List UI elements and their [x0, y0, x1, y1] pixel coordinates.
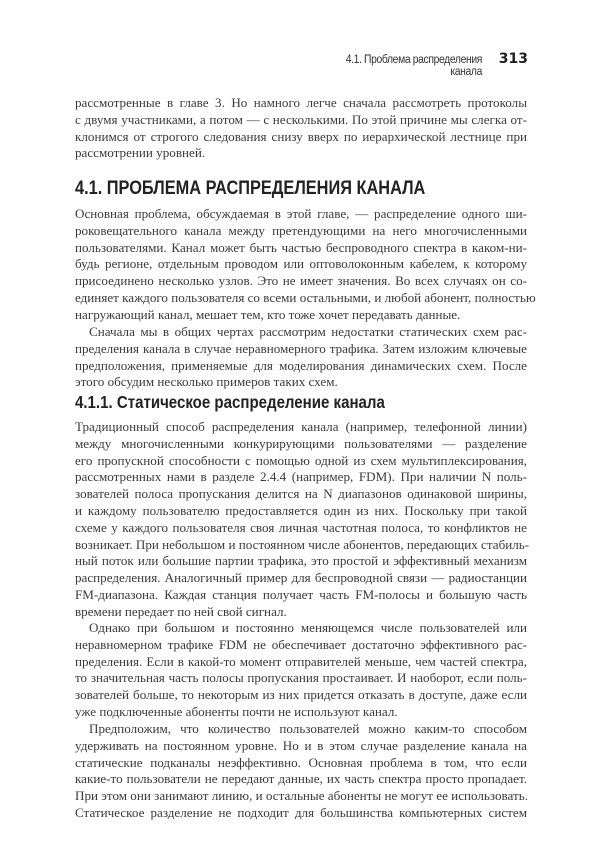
text-line: какие-то пользователи не передают данные, их часть спектра просто пропадает.	[75, 771, 527, 787]
text-line: удерживать на постоянном уровне. Но и в этом случае разделение канала на	[75, 737, 527, 753]
text-line: пользователями. Канал может быть частью беспроводного спектра в каком-ни-	[75, 239, 527, 255]
text-line: Статическое разделение не подходит для большинства компьютерных систем	[75, 804, 527, 820]
text-line: уже подключенные абоненты почти не используют канал.	[75, 703, 398, 719]
page-number: 313	[498, 51, 528, 67]
text-line: то значительная часть полосы пропускания простаивает. И наоборот, если поль-	[75, 670, 527, 686]
text-line: предположения, применяемые для моделирования динамических схем. После	[75, 357, 527, 373]
text-line: единяет каждого пользователя со всеми остальными, и любой абонент, полностью	[75, 289, 536, 305]
text-line: времени передает по ней свой сигнал.	[75, 603, 287, 619]
subsection-heading: 4.1.1. Статическое распределение канала	[75, 392, 385, 412]
text-line: между многочисленными конкурирующими пользователями — разделение	[75, 435, 527, 451]
text-line: Традиционный способ распределения канала (например, телефонной линии)	[75, 419, 527, 434]
text-line: и каждому пользователю предоставляется один из них. Поскольку при такой	[75, 502, 527, 518]
text-line: будь регионе, отдельным проводом или оптоволоконным кабелем, к которому	[75, 256, 527, 272]
paragraph	[75, 419, 530, 621]
text-line: пределения канала в случае неравномерного трафика. Затем изложим ключевые	[75, 340, 527, 356]
text-line: возникает. При небольшом и постоянном числе абонентов, передающих стабиль-	[75, 536, 530, 552]
paragraph	[75, 620, 527, 721]
text-line: пределения. Если в какой-то момент отправителей меньше, чем частей спектра,	[75, 653, 527, 669]
paragraph	[75, 721, 527, 822]
text-line: рассмотренные в главе 3. Но намного легче сначала рассмотреть протоколы	[75, 95, 527, 110]
text-line: нагружающий канал, мешает тем, кто тоже хочет передавать данные.	[75, 306, 461, 322]
running-title: 4.1. Проблема распределения канала	[345, 54, 482, 78]
text-line: распределения. Аналогичный пример для беспроводной связи — радиостанции	[75, 570, 527, 586]
text-line: клонимся от строгого следования снизу вверх по иерархической лестнице при	[75, 128, 527, 144]
text-line: Сначала мы в общих чертах рассмотрим недостатки статических схем рас-	[89, 324, 527, 339]
text-line: FM-диапазона. Каждая станция получает часть FM-полосы и большую часть	[75, 586, 527, 602]
text-line: роковещательного канала между претендующими на него многочисленными	[75, 222, 527, 238]
text-line: рассмотренных нами в разделе 2.4.4 (например, FDM). При наличии N поль-	[75, 469, 527, 485]
text-line: схеме у каждого пользователя своя личная частотная полоса, то конфликтов не	[75, 519, 527, 535]
text-line: неравномерном трафике FDM не обеспечивает достаточно эффективного рас-	[75, 636, 527, 652]
text-line: При этом они занимают линию, и остальные абоненты не могут ее использовать.	[75, 788, 528, 804]
text-line: Однако при большом и постоянно меняющемся числе пользователей или	[89, 620, 527, 635]
text-line: зователей больше, то некоторым из них придется отказать в доступе, даже если	[75, 687, 527, 703]
text-line: Основная проблема, обсуждаемая в этой главе, — распределение одного ши-	[75, 206, 527, 221]
paragraph	[75, 206, 536, 324]
text-line: ный поток или большие партии трафика, это простой и эффективный механизм	[75, 553, 527, 569]
paragraph	[75, 95, 527, 162]
paragraph	[75, 324, 527, 391]
section-heading: 4.1. ПРОБЛЕМА РАСПРЕДЕЛЕНИЯ КАНАЛА	[75, 178, 426, 199]
text-line: статические подканалы неэффективно. Основная проблема в том, что если	[75, 754, 527, 770]
text-line: Предположим, что количество пользователей можно каким-то способом	[89, 721, 527, 736]
text-line: рассмотрении уровней.	[75, 145, 206, 161]
text-line: зователей полоса пропускания делится на N диапазонов одинаковой ширины,	[75, 486, 527, 502]
text-line: с двумя участниками, а потом — с несколькими. По этой причине мы слегка от-	[75, 111, 527, 127]
text-line: этого обсудим несколько примеров таких схем.	[75, 374, 338, 390]
text-line: присоединено несколько узлов. Это не имеет значения. Во всех случаях он со-	[75, 273, 527, 289]
text-line: его пропускной способности с помощью одной из схем мультиплексирования,	[75, 452, 527, 468]
